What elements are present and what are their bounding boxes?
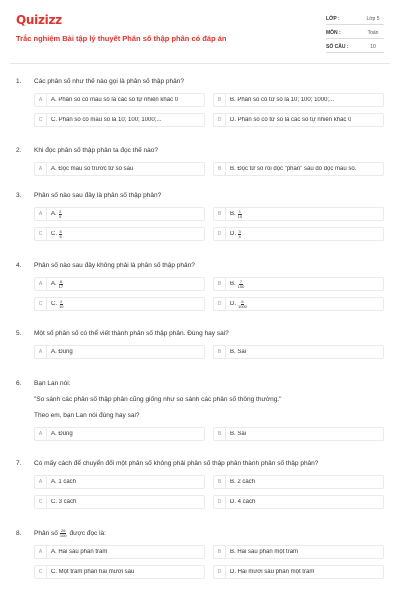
fraction-denominator: 100: [59, 532, 67, 538]
quizizz-logo: Quizizz: [16, 13, 62, 27]
answer-option-a[interactable]: [34, 162, 205, 176]
answer-option-b[interactable]: [213, 545, 384, 559]
fraction: [59, 300, 63, 309]
question-number: 4.: [16, 261, 22, 269]
option-letter-badge: A: [35, 546, 47, 558]
answer-option-d[interactable]: [213, 297, 384, 311]
option-letter-badge: C: [35, 228, 47, 240]
option-text: C.: [51, 301, 57, 307]
fraction-denominator: 10: [237, 213, 243, 219]
answer-option-b[interactable]: [213, 427, 384, 441]
question-row: [16, 76, 384, 86]
option-text: C. Phân số có mẫu số là 10; 100; 1000;...: [51, 117, 162, 123]
worksheet-title: Trắc nghiệm Bài tập lý thuyết Phân số thập phân có đáp án: [16, 34, 227, 43]
option-text: D. 4 cách: [230, 499, 256, 505]
answer-option-c[interactable]: [34, 227, 205, 241]
question-text: Các phân số như thế nào gọi là phân số thập phân?: [34, 77, 184, 85]
option-letter-badge: B: [214, 476, 226, 488]
fraction-numerator: 2: [60, 298, 63, 304]
fraction-denominator: 6: [59, 233, 62, 239]
answer-options: [34, 93, 384, 127]
question-number: 7.: [16, 459, 22, 467]
meta-key: LỚP :: [326, 15, 340, 22]
option-letter-badge: A: [35, 208, 47, 220]
fraction-numerator: 3: [238, 228, 241, 234]
option-letter-badge: C: [35, 298, 47, 310]
fraction: [59, 230, 62, 239]
question-extra-text: "So sánh các phân số thập phân cũng giống như so sánh các phân số thông thường.": [34, 395, 282, 403]
question-8: [16, 528, 384, 579]
question-row: [16, 328, 384, 338]
answer-options: [34, 277, 384, 311]
answer-option-a[interactable]: [34, 93, 205, 107]
answer-option-d[interactable]: [213, 113, 384, 127]
option-letter-badge: A: [35, 428, 47, 440]
option-text: B. Sai: [230, 431, 247, 437]
option-letter-badge: B: [214, 346, 226, 358]
question-text: Phân số nào sau đây không phải là phân số thập phân?: [34, 261, 195, 269]
option-letter-badge: A: [35, 476, 47, 488]
answer-option-d[interactable]: [213, 565, 384, 579]
question-number: 6.: [16, 379, 22, 387]
question-text: Có mấy cách để chuyển đổi một phân số không phải phân số thập phân thành phân số thập phân?: [34, 459, 319, 467]
header-divider: [10, 63, 390, 64]
answer-option-c[interactable]: [34, 495, 205, 509]
fraction-numerator: 8: [59, 278, 63, 284]
option-letter-badge: D: [214, 566, 226, 578]
fraction-numerator: 2: [59, 208, 62, 214]
header-left: [16, 12, 326, 55]
option-text: A. 1 cách: [51, 479, 77, 485]
option-text: A. Đúng: [51, 431, 73, 437]
fraction-numerator: 7: [239, 278, 243, 284]
question-row: [16, 145, 384, 155]
meta-value: Lớp 5: [366, 15, 380, 22]
question-number: 5.: [16, 329, 22, 337]
fraction: [60, 529, 67, 538]
question-7: [16, 458, 384, 509]
question-row: [16, 190, 384, 200]
option-letter-badge: A: [35, 163, 47, 175]
option-text: A.: [51, 281, 57, 287]
fraction-numerator: 26: [60, 527, 66, 533]
question-row: [16, 528, 384, 538]
answer-option-d[interactable]: [213, 495, 384, 509]
fraction-denominator: 100: [237, 283, 245, 289]
question-text: Khi đọc phân số thập phân ta đọc thế nào?: [34, 146, 158, 154]
option-letter-badge: D: [214, 496, 226, 508]
question-text: Bạn Lan nói:: [34, 379, 71, 387]
fraction: [59, 280, 63, 289]
answer-option-c[interactable]: [34, 565, 205, 579]
question-text: Phân số nào sau đây là phân số thập phân?: [34, 191, 162, 199]
answer-option-a[interactable]: [34, 277, 205, 291]
question-text-after: được đọc là:: [69, 529, 106, 537]
answer-options: [34, 345, 384, 359]
answer-options: [34, 545, 384, 579]
answer-option-a[interactable]: [34, 475, 205, 489]
option-letter-badge: B: [214, 208, 226, 220]
fraction: [238, 300, 247, 309]
option-text: D.: [230, 301, 236, 307]
question-4: [16, 260, 384, 311]
option-text: D. Hai mươi sáu phần một trăm: [230, 569, 315, 575]
meta-row-subject: [326, 27, 384, 39]
fraction: [238, 280, 245, 289]
question-number: 8.: [16, 529, 22, 537]
fraction: [238, 210, 242, 219]
option-text: A. Hai sáu phần trăm: [51, 549, 108, 555]
fraction-numerator: 6: [241, 298, 244, 304]
fraction-denominator: 5: [59, 213, 62, 219]
question-row: [16, 458, 384, 468]
option-letter-badge: D: [214, 114, 226, 126]
fraction: [59, 210, 62, 219]
option-text: C.: [51, 231, 57, 237]
option-letter-badge: A: [35, 346, 47, 358]
option-text: B.: [230, 281, 236, 287]
meta-value: Toán: [367, 29, 379, 36]
option-letter-badge: D: [214, 298, 226, 310]
answer-option-b[interactable]: [213, 345, 384, 359]
fraction-denominator: 10: [59, 303, 64, 309]
option-text: B. Đọc tử số rồi đọc "phần" sau đó đọc mẫu số.: [230, 166, 357, 172]
answer-options: [34, 475, 384, 509]
question-5: [16, 328, 384, 359]
answer-option-b[interactable]: [213, 93, 384, 107]
question-1: [16, 76, 384, 127]
answer-option-a[interactable]: [34, 207, 205, 221]
option-text: A. Phân số có mẫu số là các số tự nhiên khác 0: [51, 97, 179, 103]
question-2: [16, 145, 384, 176]
meta-value: 10: [370, 43, 376, 50]
option-text: B. 2 cách: [230, 479, 256, 485]
question-number: 3.: [16, 191, 22, 199]
question-number: 1.: [16, 77, 22, 85]
question-row: [16, 378, 384, 388]
option-letter-badge: B: [214, 278, 226, 290]
question-text: Một số phân số có thể viết thành phân số thập phân. Đúng hay sai?: [34, 329, 229, 337]
option-text: A. Đúng: [51, 349, 73, 355]
option-text: D.: [230, 231, 236, 237]
meta-key: SỐ CÂU :: [326, 43, 349, 50]
question-3: [16, 190, 384, 241]
option-letter-badge: A: [35, 94, 47, 106]
answer-option-b[interactable]: [213, 162, 384, 176]
answer-option-a[interactable]: [34, 545, 205, 559]
answer-option-a[interactable]: [34, 427, 205, 441]
answer-option-c[interactable]: [34, 113, 205, 127]
question-number: 2.: [16, 146, 22, 154]
question-text: Phân số: [34, 529, 58, 537]
answer-option-a[interactable]: [34, 345, 205, 359]
option-text: C. Một trăm phần hai mươi sáu: [51, 569, 135, 575]
answer-option-b[interactable]: [213, 277, 384, 291]
meta-row-count: [326, 41, 384, 53]
question-6: [16, 378, 384, 441]
question-row: [16, 260, 384, 270]
option-text: D. Phân số có tử số là các số tự nhiên khác 0: [230, 117, 352, 123]
option-letter-badge: A: [35, 278, 47, 290]
option-text: A.: [51, 211, 57, 217]
option-letter-badge: B: [214, 428, 226, 440]
answer-option-b[interactable]: [213, 207, 384, 221]
option-text: B. Phân số có tử số là 10; 100; 1000;...: [230, 97, 335, 103]
answer-option-c[interactable]: [34, 297, 205, 311]
fraction-numerator: 1: [238, 208, 242, 214]
option-text: B. Hai sáu phần một trăm: [230, 549, 299, 555]
answer-options: [34, 162, 384, 176]
option-letter-badge: B: [214, 163, 226, 175]
option-letter-badge: D: [214, 228, 226, 240]
option-letter-badge: B: [214, 546, 226, 558]
question-extra-text: Theo em, bạn Lan nói đúng hay sai?: [34, 411, 140, 419]
answer-option-b[interactable]: [213, 475, 384, 489]
option-letter-badge: C: [35, 496, 47, 508]
option-letter-badge: C: [35, 566, 47, 578]
answer-option-d[interactable]: [213, 227, 384, 241]
option-letter-badge: C: [35, 114, 47, 126]
fraction-denominator: 1000: [238, 303, 247, 309]
fraction-numerator: 5: [59, 228, 62, 234]
meta-box: [326, 13, 384, 55]
fraction-denominator: 4: [238, 233, 241, 239]
fraction: [238, 230, 241, 239]
answer-options: [34, 207, 384, 241]
worksheet-header: [16, 12, 384, 55]
answer-options: [34, 427, 384, 441]
option-text: B.: [230, 211, 236, 217]
meta-key: MÔN :: [326, 29, 341, 36]
option-letter-badge: B: [214, 94, 226, 106]
fraction-denominator: 17: [58, 283, 64, 289]
meta-row-grade: [326, 13, 384, 25]
option-text: A. Đọc mẫu số trước tử số sau: [51, 166, 134, 172]
option-text: B. Sai: [230, 349, 247, 355]
option-text: C. 3 cách: [51, 499, 77, 505]
